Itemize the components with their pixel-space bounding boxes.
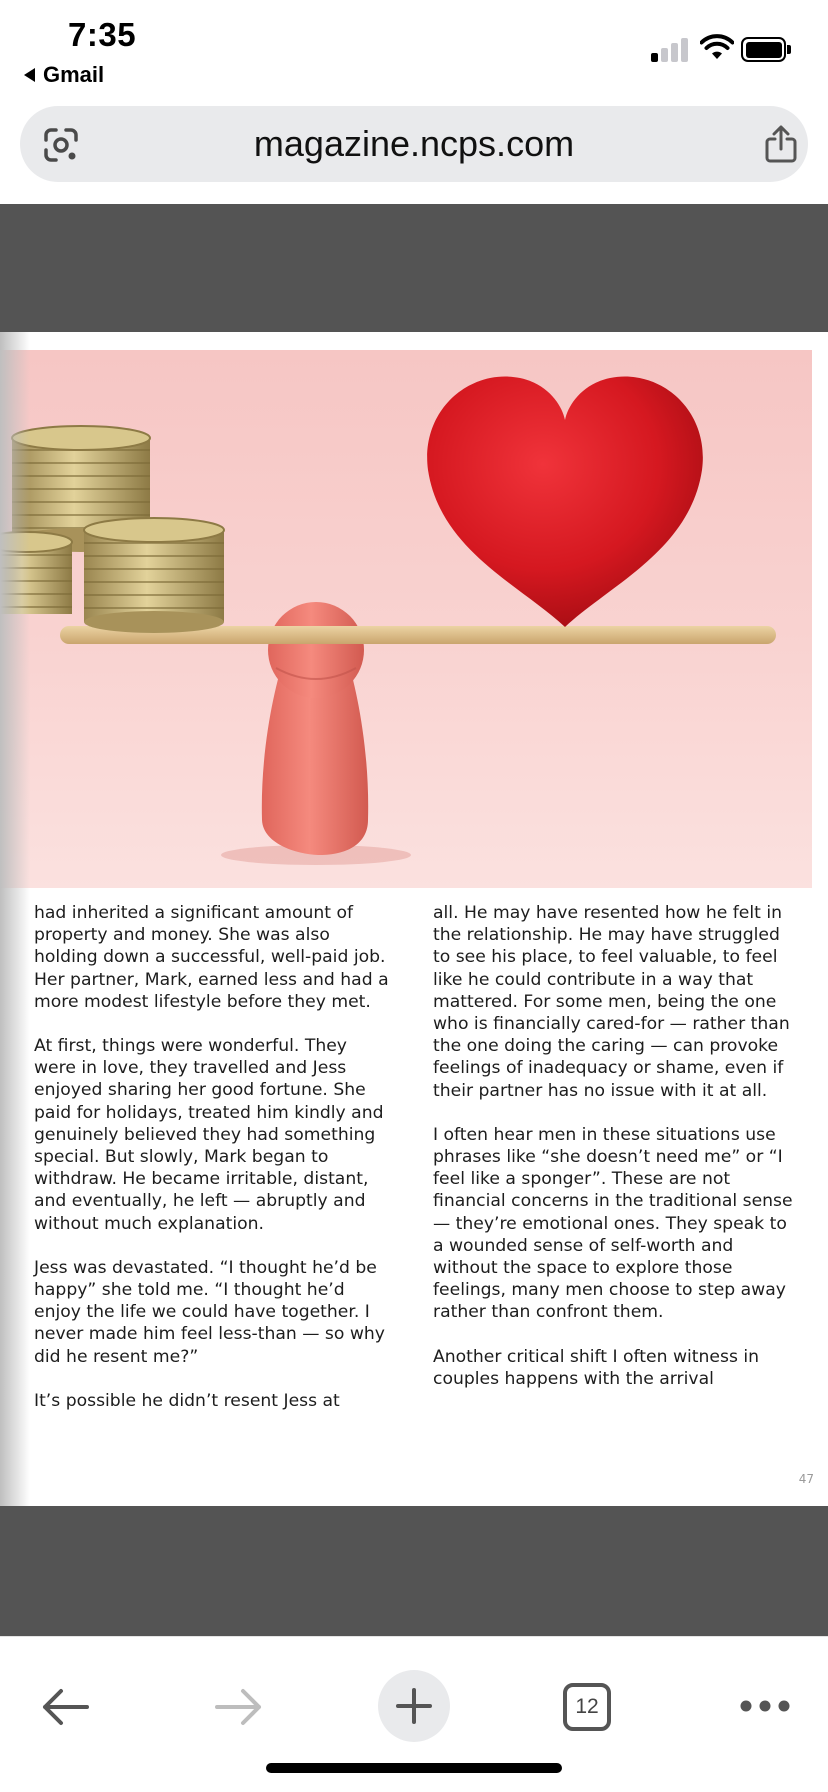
more-icon — [739, 1699, 791, 1713]
tab-switcher-button[interactable] — [563, 1683, 611, 1731]
paragraph: Another critical shift I often witness in couples happens with the arrival — [433, 1346, 760, 1389]
tabs-icon-count: 12 — [575, 1695, 599, 1718]
more-menu-button[interactable] — [720, 1681, 810, 1731]
cellular-signal-icon — [651, 36, 691, 62]
wifi-icon — [700, 34, 734, 62]
back-triangle-icon — [24, 68, 35, 82]
magazine-page[interactable] — [0, 332, 828, 1506]
article-right-column — [433, 902, 793, 1412]
red-heart — [427, 377, 703, 627]
forward-button[interactable] — [204, 1677, 274, 1737]
new-tab-button[interactable] — [378, 1670, 450, 1742]
paragraph: I often hear men in these situations use phrases like “she doesn’t need me” or “I feel like a sponger”. These are not financial concerns in the traditional sense — they’re emotional ones. They speak to a wounded sense of self-worth and without the space to explore those feelings, many men choose to step away rather than confront them. — [433, 1124, 793, 1323]
share-icon[interactable] — [764, 124, 798, 164]
address-bar[interactable] — [20, 106, 808, 182]
page-number: 47 — [798, 1472, 814, 1486]
battery-icon — [741, 37, 791, 62]
paragraph: had inherited a significant amount of property and money. She was also holding down a successful, well-paid job. Her partner, Mark, earned less and had a more modest lifestyle before they met. — [34, 903, 389, 1012]
back-button[interactable] — [30, 1677, 100, 1737]
coin-stacks — [0, 426, 224, 633]
status-time: 7:35 — [68, 16, 137, 53]
balance-illustration — [0, 350, 812, 888]
home-indicator[interactable] — [266, 1763, 562, 1773]
url-text[interactable]: magazine.ncps.com — [253, 123, 575, 164]
paragraph: At first, things were wonderful. They were in love, they travelled and Jess enjoyed sharing her good fortune. She paid for holidays, treated him kindly and genuinely believed they had something special. But slowly, Mark began to withdraw. He became irritable, distant, and eventually, he left — abruptly and without much explanation. — [34, 1036, 384, 1234]
viewer-background-bottom — [0, 1506, 828, 1636]
status-bar — [0, 0, 828, 98]
paragraph: all. He may have resented how he felt in the relationship. He may have struggled to see his place, to feel valuable, to feel like he could contribute in a way that mattered. For some men, being the one who is financially cared-for — rather than the one doing the caring — can provoke feelings of inadequacy or shame, even if their partner has no issue with it at all. — [433, 903, 790, 1101]
back-app-label: Gmail — [43, 62, 105, 87]
page-edge-shadow — [0, 332, 30, 1506]
article-left-column — [34, 902, 394, 1434]
hero-image — [0, 350, 812, 888]
paragraph: Jess was devastated. “I thought he’d be happy” she told me. “I thought he’d enjoy the life we could have together. I never made him feel less-than — so why did he resent me?” — [34, 1257, 385, 1367]
plus-icon — [394, 1686, 434, 1726]
forward-arrow-icon — [213, 1687, 265, 1727]
back-arrow-icon — [39, 1687, 91, 1727]
paragraph: It’s possible he didn’t resent Jess at — [34, 1390, 340, 1411]
viewer-background-top — [0, 204, 828, 332]
back-to-app-link[interactable] — [24, 62, 104, 88]
